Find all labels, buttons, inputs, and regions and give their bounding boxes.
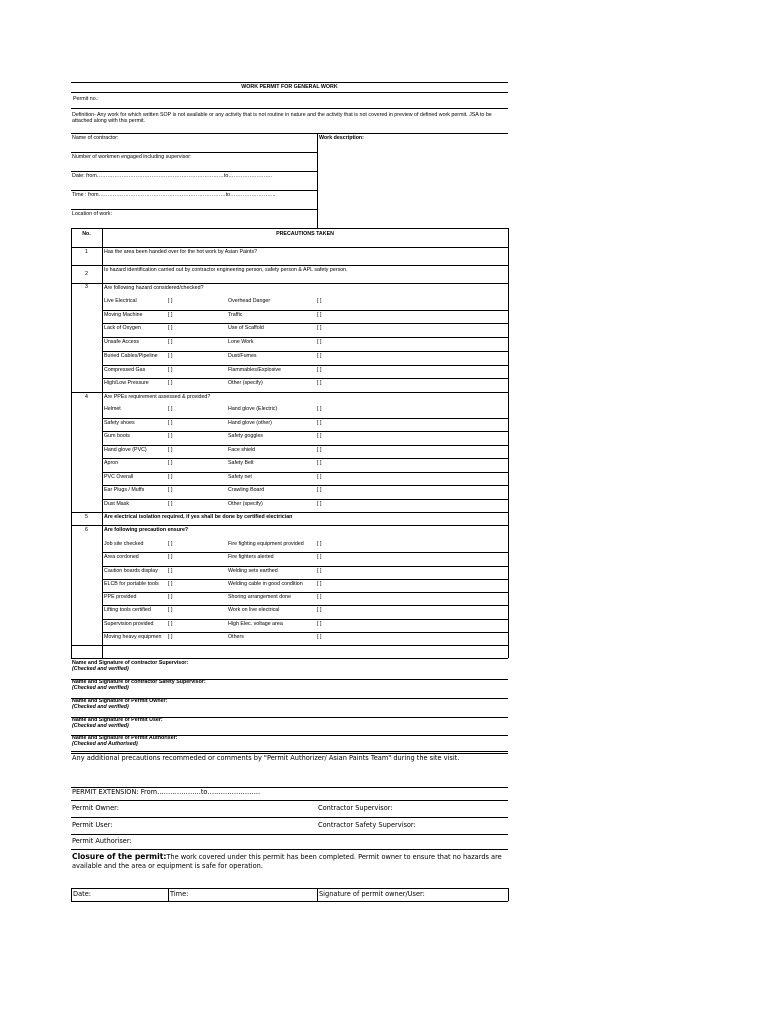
permit-authoriser-field[interactable]: Permit Authoriser: <box>72 837 132 845</box>
rule <box>71 82 508 83</box>
checkbox-bracket[interactable]: [ ] <box>168 352 173 359</box>
checkbox-bracket[interactable]: [ ] <box>168 554 173 561</box>
permit-user-field[interactable]: Permit User: <box>72 821 113 829</box>
checklist-item-label: Safety goggles <box>228 433 264 439</box>
signature-field[interactable]: Name and Signature of Permit Owner: <box>72 698 168 704</box>
checkbox-bracket[interactable]: [ ] <box>317 433 322 439</box>
checklist-item-label: Gum boots <box>104 433 130 439</box>
row-number: 6 <box>85 527 88 533</box>
row-number: 5 <box>85 514 88 520</box>
checklist-item-label: Apron <box>104 460 119 466</box>
checklist-item-label: Supervision provided <box>104 620 154 627</box>
question-handover: Has the area been handed over for the hot work by Asian Paints? <box>104 249 258 255</box>
checklist-item-label: Lifting tools certified <box>104 607 151 614</box>
rule <box>102 365 508 366</box>
checkbox-bracket[interactable]: [ ] <box>168 594 173 600</box>
rule <box>71 209 317 210</box>
rule <box>71 888 508 889</box>
rule <box>71 265 508 266</box>
rule <box>71 751 508 752</box>
rule <box>102 592 508 593</box>
closure-time-field[interactable]: Time: <box>170 890 189 898</box>
closure-signature-field[interactable]: Signature of permit owner/User: <box>319 890 425 898</box>
checkbox-bracket[interactable]: [ ] <box>168 460 173 466</box>
rule <box>71 283 508 284</box>
time-range-field[interactable]: Time : from………………………………………………………………to…………………….. <box>72 192 276 198</box>
rule <box>508 228 509 658</box>
checklist-item-label: Others <box>228 633 244 640</box>
checkbox-bracket[interactable]: [ ] <box>317 594 322 600</box>
row-number: 3 <box>85 284 88 290</box>
rule <box>71 512 508 513</box>
rule <box>71 849 508 850</box>
checkbox-bracket[interactable]: [ ] <box>168 580 173 587</box>
checkbox-bracket[interactable]: [ ] <box>168 567 173 574</box>
checkbox-bracket[interactable]: [ ] <box>168 325 173 332</box>
rule <box>71 171 317 172</box>
checkbox-bracket[interactable]: [ ] <box>168 633 173 640</box>
checklist-item-label: Work on live electrical <box>228 607 280 614</box>
checkbox-bracket[interactable]: [ ] <box>317 298 322 304</box>
checklist-item-label: Caution boards display <box>104 567 158 574</box>
checklist-item-label: Crawling Board <box>228 487 265 493</box>
checklist-item-label: Ear Plugs / Muffs <box>104 487 145 493</box>
checkbox-bracket[interactable]: [ ] <box>317 352 322 359</box>
rule <box>102 458 508 459</box>
rule <box>71 228 72 658</box>
checklist-item-label: Safety Belt <box>228 460 254 466</box>
checklist-item-label: Other (specify) <box>228 500 263 507</box>
signature-field[interactable]: Name and Signature of contractor Supervisor: <box>72 660 189 666</box>
contractor-safety-supervisor-field[interactable]: Contractor Safety Supervisor: <box>318 821 416 829</box>
checkbox-bracket[interactable]: [ ] <box>317 380 322 387</box>
rule <box>71 817 508 818</box>
rule <box>71 901 508 902</box>
checkbox-bracket[interactable]: [ ] <box>168 406 173 412</box>
checklist-item-label: Live Electrical <box>104 298 137 304</box>
precautions-header: PRECAUTIONS TAKEN <box>276 231 334 237</box>
checklist-item-label: ELCB for portable tools <box>104 580 159 587</box>
rule <box>102 499 508 500</box>
date-range-field[interactable]: Date: from………………………………………………………………to……………………. <box>72 173 273 179</box>
workmen-count-field[interactable]: Number of workmen engaged including supervisor: <box>72 154 192 160</box>
checkbox-bracket[interactable]: [ ] <box>317 419 322 426</box>
rule <box>71 392 508 393</box>
checklist-item-label: Buried Cables/Pipeline <box>104 352 158 359</box>
checklist-item-label: Hand glove (Electric) <box>228 406 278 412</box>
checklist-item-label: Moving Machine <box>104 311 143 318</box>
checkbox-bracket[interactable]: [ ] <box>168 446 173 453</box>
checklist-item-label: Hand glove (PVC) <box>104 446 147 453</box>
checkbox-bracket[interactable]: [ ] <box>168 607 173 614</box>
checklist-item-label: Fire fighters alerted <box>228 554 274 561</box>
checklist-item-label: Dust/Fumes <box>228 352 257 359</box>
work-description-field[interactable]: Work description: <box>319 135 364 141</box>
rule <box>102 445 508 446</box>
form-title: WORK PERMIT FOR GENERAL WORK <box>241 84 338 90</box>
checklist-item-label: Unsafe Access <box>104 339 140 346</box>
checkbox-bracket[interactable]: [ ] <box>168 339 173 346</box>
rule <box>102 228 103 658</box>
contractor-supervisor-field[interactable]: Contractor Supervisor: <box>318 804 393 812</box>
checklist-item-label: Area cordoned <box>104 554 139 561</box>
checkbox-bracket[interactable]: [ ] <box>317 446 322 453</box>
signature-field[interactable]: Name and Signature of Permit Authoriser: <box>72 735 178 741</box>
checklist-item-label: Hand glove (other) <box>228 419 272 426</box>
checklist-item-label: Lone Work <box>228 339 254 346</box>
checkbox-bracket[interactable]: [ ] <box>168 473 173 480</box>
rule <box>102 579 508 580</box>
checklist-item-label: Flammables/Explosive <box>228 366 281 373</box>
checklist-item-label: Welding sets earthed <box>228 567 278 574</box>
checkbox-bracket[interactable]: [ ] <box>168 500 173 507</box>
rule <box>102 418 508 419</box>
checkbox-bracket[interactable]: [ ] <box>168 311 173 318</box>
checkbox-bracket[interactable]: [ ] <box>317 473 322 480</box>
checkbox-bracket[interactable]: [ ] <box>168 419 173 426</box>
checklist-item-label: Shoring arrangement done <box>228 594 292 600</box>
rule <box>71 133 508 134</box>
location-field[interactable]: Location of work: <box>72 211 113 217</box>
checklist-item-label: Compressed Gas <box>104 366 146 373</box>
checkbox-bracket[interactable]: [ ] <box>317 460 322 466</box>
rule <box>71 888 72 901</box>
rule <box>317 888 318 901</box>
no-column-header: No. <box>82 231 91 237</box>
checkbox-bracket[interactable]: [ ] <box>317 554 322 561</box>
rule <box>102 310 508 311</box>
rule <box>102 351 508 352</box>
checklist-item-label: Helmet <box>104 406 121 412</box>
checkbox-bracket[interactable]: [ ] <box>317 406 322 412</box>
checklist-item-label: Lack of Oxygen <box>104 325 141 332</box>
rule <box>102 619 508 620</box>
rule <box>102 605 508 606</box>
signature-note: (Checked and verified) <box>72 723 129 729</box>
permit-no-label[interactable]: Permit no.: <box>73 96 99 102</box>
checkbox-bracket[interactable]: [ ] <box>317 633 322 640</box>
rule <box>102 485 508 486</box>
permit-owner-field[interactable]: Permit Owner: <box>72 804 119 812</box>
checkbox-bracket[interactable]: [ ] <box>317 339 322 346</box>
checklist-item-label: Safety net <box>228 473 252 480</box>
checklist-item-label: Dust Mask <box>104 500 130 507</box>
rule <box>71 247 508 248</box>
checkbox-bracket[interactable]: [ ] <box>168 541 173 547</box>
signature-note: (Checked and verified) <box>72 704 129 710</box>
checklist-item-label: High Elec. voltage area <box>228 620 283 627</box>
checkbox-bracket[interactable]: [ ] <box>317 500 322 507</box>
rule <box>102 566 508 567</box>
checkbox-bracket[interactable]: [ ] <box>317 325 322 332</box>
checkbox-bracket[interactable]: [ ] <box>317 311 322 318</box>
question-hazards-checked: Are following hazard considered/checked? <box>104 285 204 291</box>
question-ppe: Are PPEs requirement assessed & provided? <box>104 394 211 400</box>
checkbox-bracket[interactable]: [ ] <box>317 607 322 614</box>
rule <box>102 645 508 646</box>
rule <box>508 888 509 901</box>
checkbox-bracket[interactable]: [ ] <box>168 620 173 627</box>
signature-note: (Checked and verified) <box>72 666 129 672</box>
checkbox-bracket[interactable]: [ ] <box>317 366 322 373</box>
rule <box>71 525 508 526</box>
rule <box>71 92 508 93</box>
additional-comments-field[interactable]: Any additional precautions recommeded or comments by "Permit Authorizer/ Asian Paints Team" during the site visit. <box>72 754 460 762</box>
rule <box>102 337 508 338</box>
signature-field[interactable]: Name and Signature of contractor Safety Supervisor: <box>72 679 206 685</box>
question-hazard-identification: Is hazard identification carried out by contractor engineering person, safety person & APL safety person. <box>104 267 348 273</box>
checklist-item-label: Moving heavy equipmen <box>104 633 162 640</box>
checkbox-bracket[interactable]: [ ] <box>168 298 173 304</box>
question-electrical-isolation: Are electrical isolation required, if yes shall be done by certified electrician <box>104 514 293 520</box>
rule <box>102 323 508 324</box>
checklist-item-label: Fire fighting equipment provided <box>228 541 304 547</box>
checkbox-bracket[interactable]: [ ] <box>317 541 322 547</box>
signature-note: (Checked and verified) <box>72 685 129 691</box>
rule <box>168 888 169 901</box>
row-number: 4 <box>85 394 88 400</box>
checkbox-bracket[interactable]: [ ] <box>168 366 173 373</box>
checklist-item-label: Overhead Danger <box>228 298 271 304</box>
rule <box>71 152 317 153</box>
signature-field[interactable]: Name and Signature of Permit User: <box>72 717 163 723</box>
checkbox-bracket[interactable]: [ ] <box>317 620 322 627</box>
rule <box>71 658 508 659</box>
checkbox-bracket[interactable]: [ ] <box>317 487 322 493</box>
definition-text: Definition- Any work for which written SOP is not available or any activity that is not routine in nature and the activity that is not covered in preview of defined work permit. JSA to be attached along with this permit. <box>72 112 492 125</box>
rule <box>102 552 508 553</box>
question-precautions-ensured: Are following precaution ensure? <box>104 527 189 533</box>
signature-note: (Checked and Authorised) <box>72 741 138 747</box>
checkbox-bracket[interactable]: [ ] <box>168 433 173 439</box>
checklist-item-label: PPE provided <box>104 594 137 600</box>
rule <box>102 632 508 633</box>
closure-title: Closure of the permit: <box>72 852 167 861</box>
rule <box>102 378 508 379</box>
checklist-item-label: Job site checked <box>104 541 144 547</box>
checklist-item-label: Safety shoes <box>104 419 135 426</box>
rule <box>71 800 508 801</box>
checklist-item-label: Face shield <box>228 446 256 453</box>
contractor-name-field[interactable]: Name of contractor: <box>72 135 119 141</box>
rule <box>102 431 508 432</box>
row-number: 1 <box>85 249 88 255</box>
checklist-item-label: Traffic <box>228 311 243 318</box>
checklist-item-label: Use of Scaffold <box>228 325 264 332</box>
rule <box>71 834 508 835</box>
checkbox-bracket[interactable]: [ ] <box>317 567 322 574</box>
rule <box>102 472 508 473</box>
checklist-item-label: High/Low Pressure <box>104 380 149 387</box>
checklist-item-label: PVC Overall <box>104 473 134 480</box>
row-number: 2 <box>85 271 88 277</box>
closure-statement <box>72 852 506 871</box>
rule <box>71 228 508 229</box>
checklist-item-label: Other (specify) <box>228 380 263 387</box>
checkbox-bracket[interactable]: [ ] <box>168 487 173 493</box>
rule <box>317 133 318 228</box>
checkbox-bracket[interactable]: [ ] <box>168 380 173 387</box>
checkbox-bracket[interactable]: [ ] <box>317 580 322 587</box>
checklist-item-label: Welding cable in good condition <box>228 580 303 587</box>
permit-extension-field[interactable]: PERMIT EXTENSION: From………………..to…………………… <box>72 788 261 796</box>
rule <box>71 190 317 191</box>
closure-date-field[interactable]: Date: <box>73 890 91 898</box>
rule <box>71 108 508 109</box>
closure-text: The work covered under this permit has been completed. Permit owner to ensure that no hazards are available and the area or equipment is safe for operation. <box>72 853 502 870</box>
